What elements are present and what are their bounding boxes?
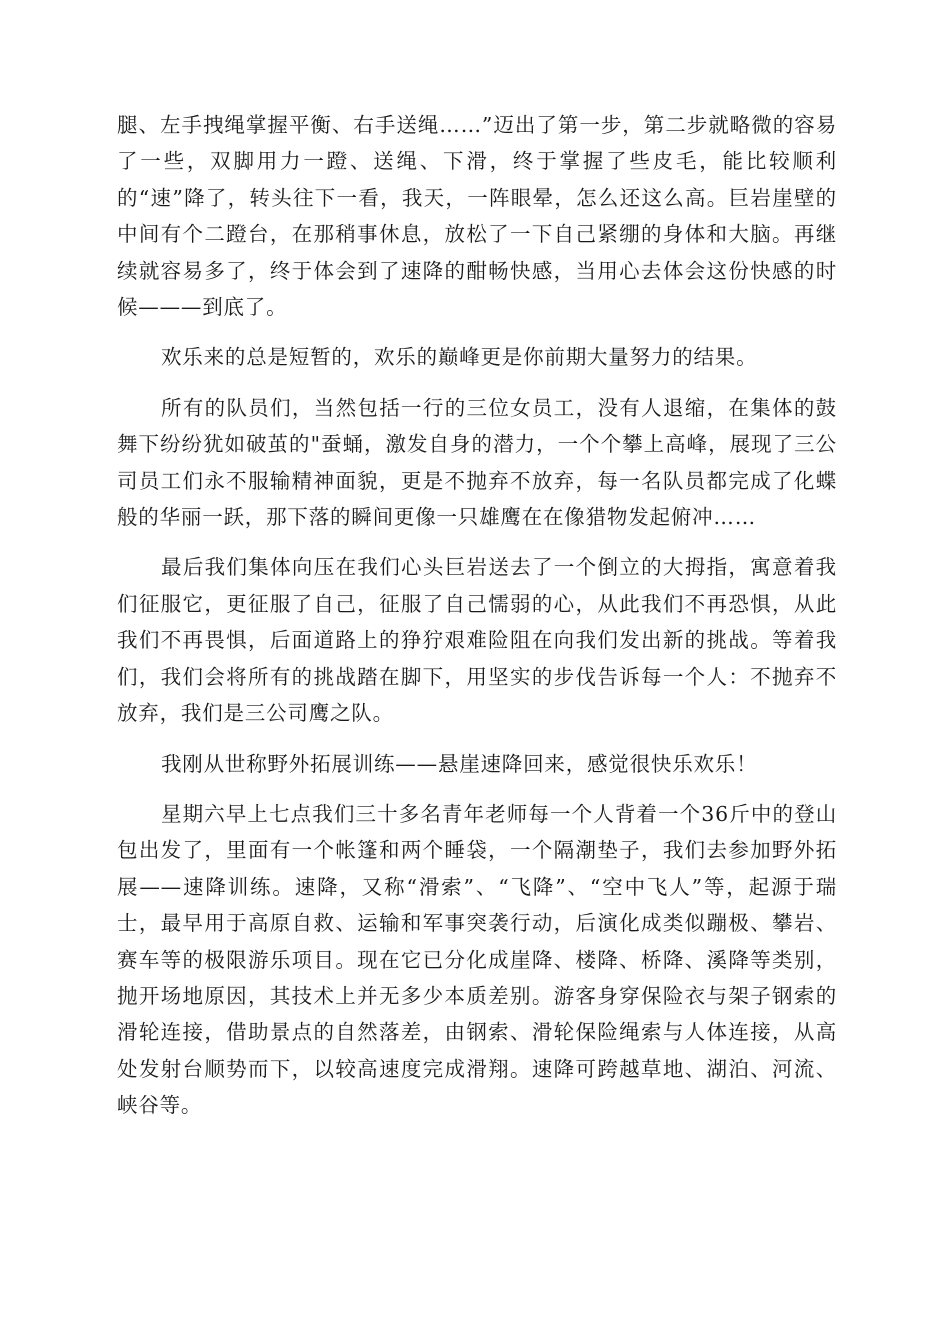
paragraph: 最后我们集体向压在我们心头巨岩送去了一个倒立的大拇指，寓意着我们征服它，更征服了自己，征服了自己懦弱的心，从此我们不再恐惧，从此我们不再畏惧，后面道路上的狰狞艰难险阻在向我们发出新的挑战。等着我们，我们会将所有的挑战踏在脚下，用坚实的步伐告诉每一个人：不抛弃不放弃，我们是三公司鹰之队。 — [117, 555, 837, 726]
paragraph-continuation: 腿、左手拽绳掌握平衡、右手送绳……”迈出了第一步，第二步就略微的容易了一些，双脚用力一蹬、送绳、下滑，终于掌握了些皮毛，能比较顺利的“速”降了，转头往下一看，我天，一阵眼晕，怎么还这么高。巨岩崖壁的中间有个二蹬台，在那稍事休息，放松了一下自己紧绷的身体和大脑。再继续就容易多了，终于体会到了速降的酣畅快感，当用心去体会这份快感的时候———到底了。 — [117, 113, 837, 320]
paragraph: 欢乐来的总是短暂的，欢乐的巅峰更是你前期大量努力的结果。 — [161, 345, 758, 370]
paragraph: 所有的队员们，当然包括一行的三位女员工，没有人退缩，在集体的鼓舞下纷纷犹如破茧的"蚕蛹，激发自身的潜力，一个个攀上高峰，展现了三公司员工们永不服输精神面貌，更是不抛弃不放弃，每一名队员都完成了化蝶般的华丽一跃，那下落的瞬间更像一只雄鹰在在像猎物发起俯冲…… — [117, 395, 837, 530]
paragraph: 我刚从世称野外拓展训练——悬崖速降回来，感觉很快乐欢乐！ — [161, 751, 758, 776]
paragraph: 星期六早上七点我们三十多名青年老师每一个人背着一个36斤中的登山包出发了，里面有一个帐篷和两个睡袋，一个隔潮垫子，我们去参加野外拓展——速降训练。速降，又称“滑索”、“飞降”、“空中飞人”等，起源于瑞士，最早用于高原自救、运输和军事突袭行动，后演化成类似蹦极、攀岩、赛车等的极限游乐项目。现在它已分化成崖降、楼降、桥降、溪降等类别，抛开场地原因，其技术上并无多少本质差别。游客身穿保险衣与架子钢索的滑轮连接，借助景点的自然落差，由钢索、滑轮保险绳索与人体连接，从高处发射台顺势而下，以较高速度完成滑翔。速降可跨越草地、湖泊、河流、峡谷等。 — [117, 801, 837, 1118]
document-page — [117, 107, 837, 1124]
